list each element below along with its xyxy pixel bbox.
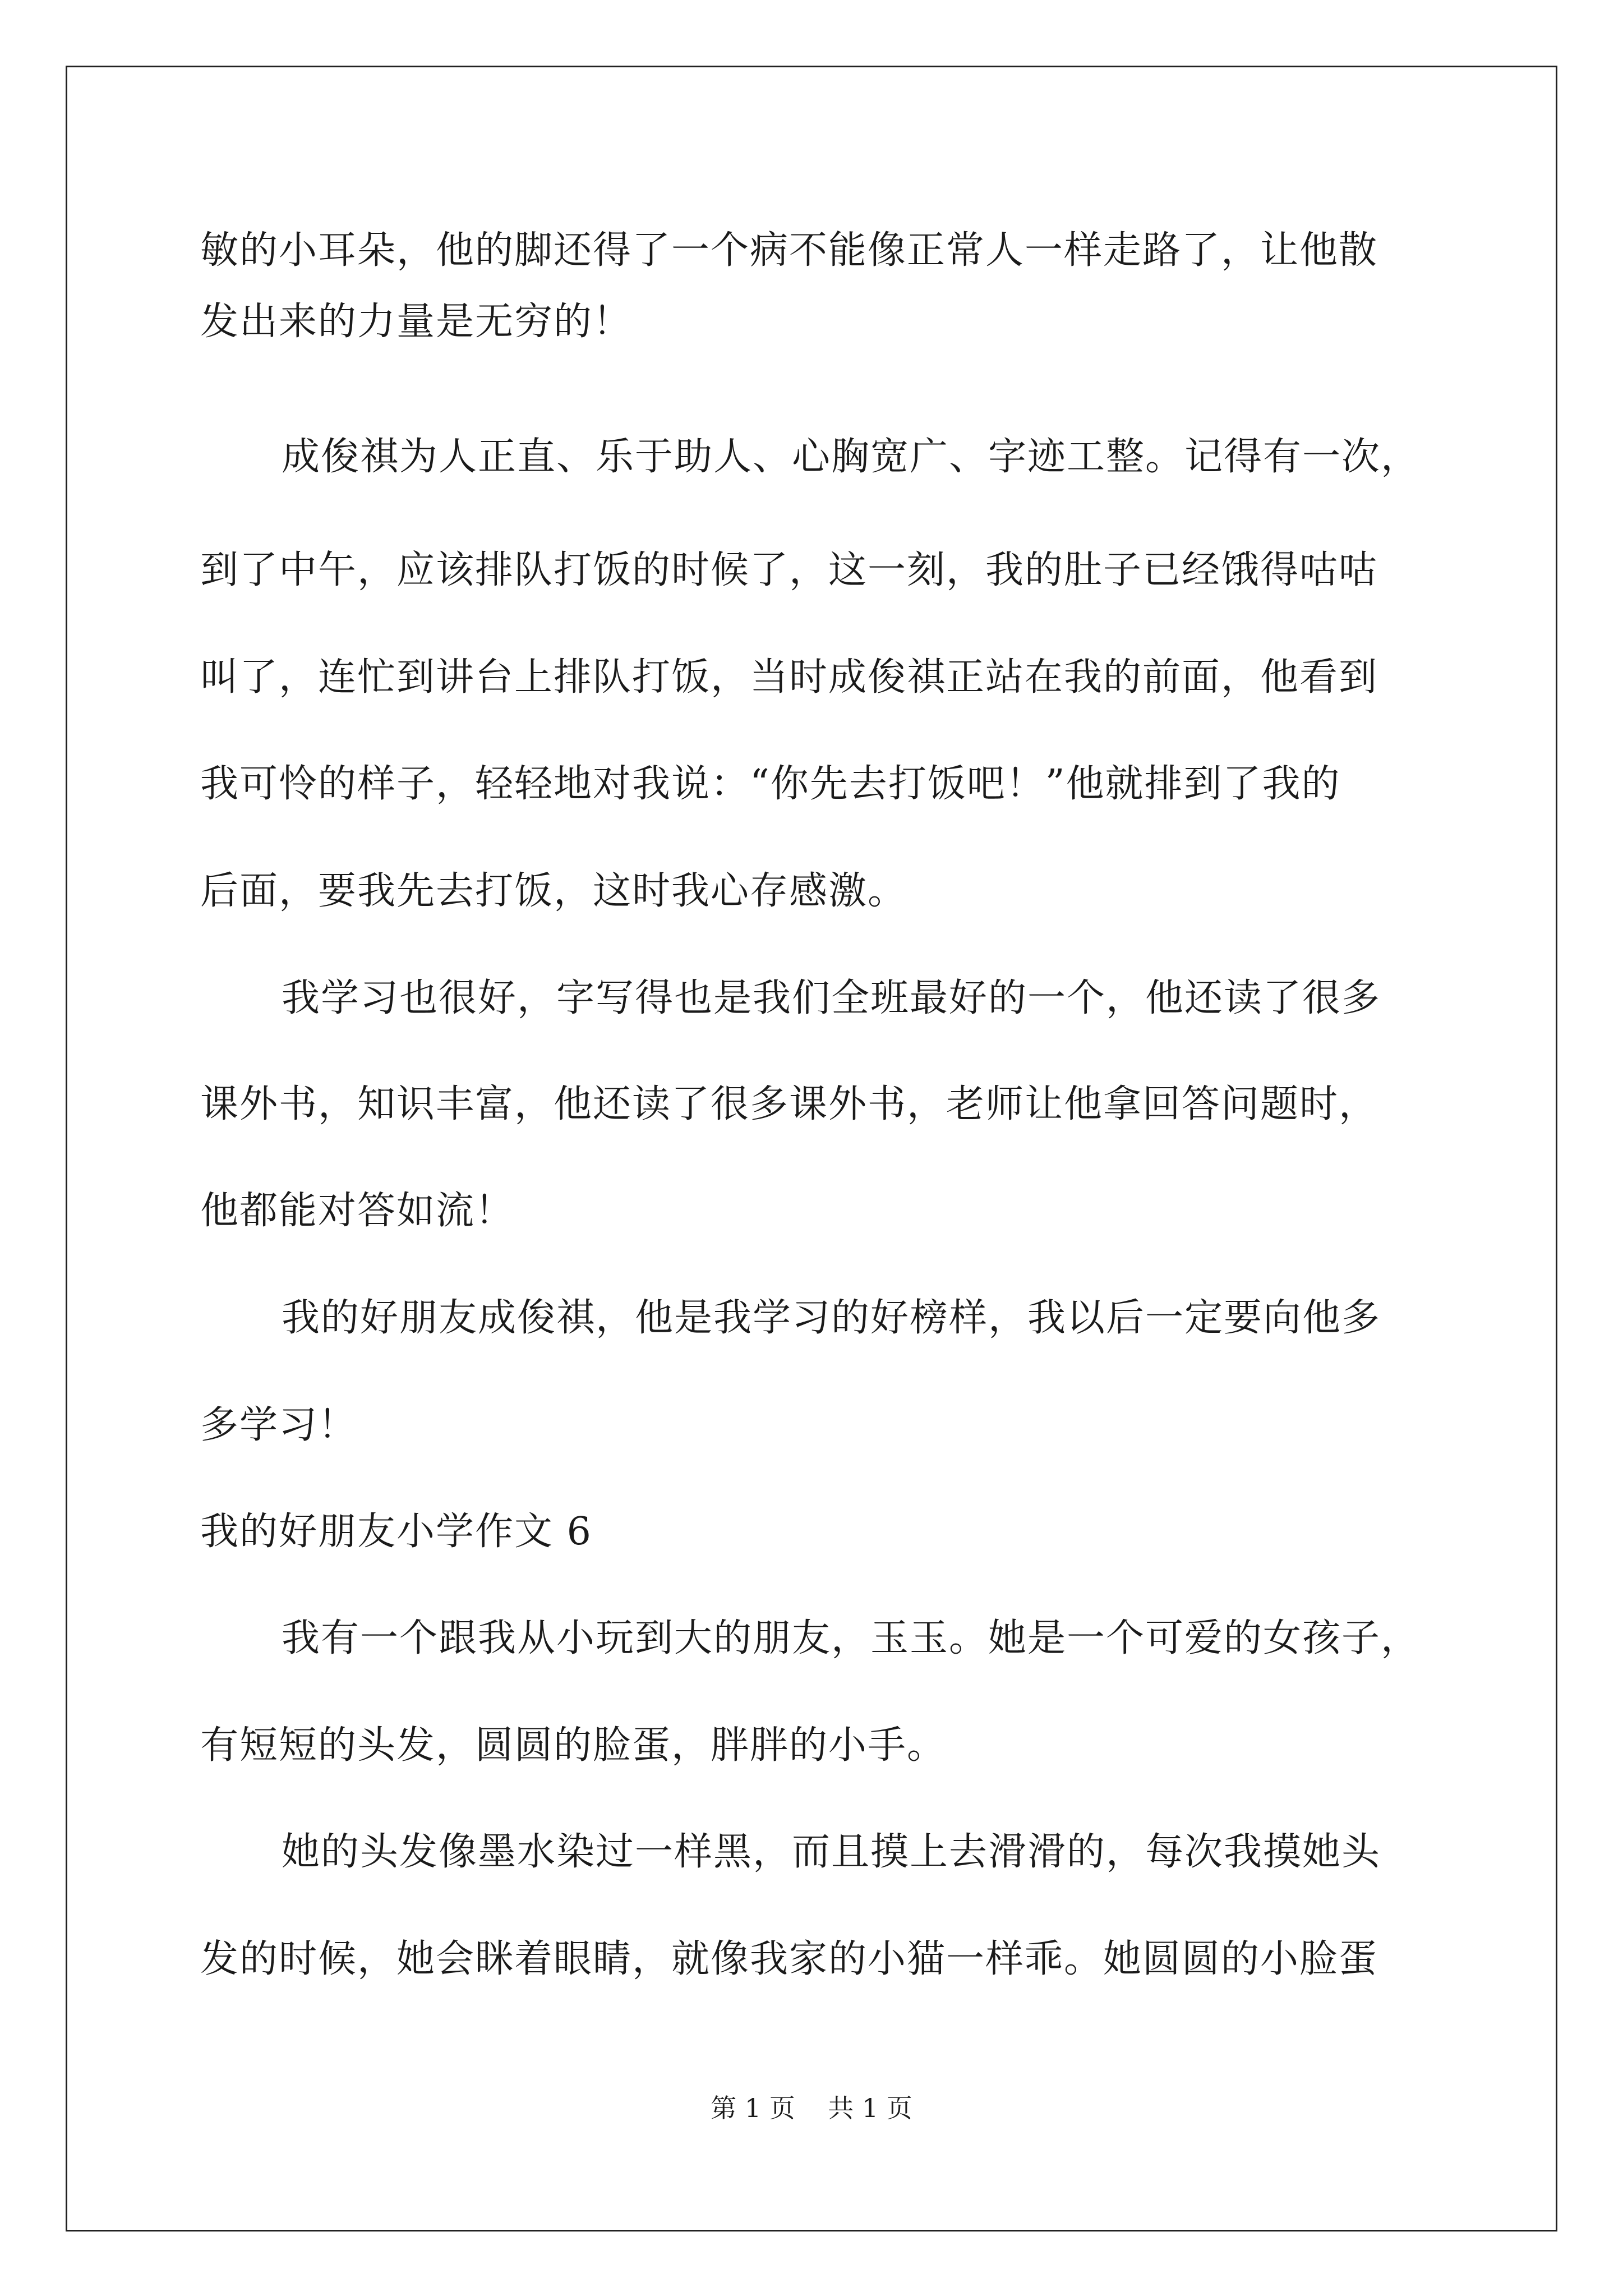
text-line: 多学习！ <box>200 1403 358 1447</box>
text-line: 发出来的力量是无穷的！ <box>200 300 633 344</box>
text-line: 有短短的头发，圆圆的脸蛋，胖胖的小手。 <box>200 1723 947 1768</box>
text-line: 敏的小耳朵，他的脚还得了一个病不能像正常人一样走路了，让他散 <box>200 228 1378 273</box>
text-line: 课外书，知识丰富，他还读了很多课外书，老师让他拿回答问题时， <box>200 1082 1378 1126</box>
paragraph-start-line: 成俊祺为人正直、乐于助人、心胸宽广、字迹工整。记得有一次， <box>282 435 1421 479</box>
text-line: 后面，要我先去打饭，这时我心存感激。 <box>200 869 907 913</box>
paragraph-start-line: 我的好朋友成俊祺，他是我学习的好榜样，我以后一定要向他多 <box>282 1296 1381 1340</box>
paragraph-start-line: 她的头发像墨水染过一样黑，而且摸上去滑滑的，每次我摸她头 <box>282 1830 1381 1874</box>
paragraph-start-line: 我有一个跟我从小玩到大的朋友，玉玉。她是一个可爱的女孩子， <box>282 1616 1421 1660</box>
text-line: 到了中午，应该排队打饭的时候了，这一刻，我的肚子已经饿得咕咕 <box>200 548 1378 592</box>
text-line: 他都能对答如流！ <box>200 1189 515 1233</box>
text-line: 我可怜的样子，轻轻地对我说：“你先去打饭吧！”他就排到了我的 <box>200 762 1341 806</box>
section-heading: 我的好朋友小学作文 6 <box>200 1510 592 1554</box>
page-number-footer: 第 1 页 共 1 页 <box>711 2093 912 2123</box>
text-line: 发的时候，她会眯着眼睛，就像我家的小猫一样乖。她圆圆的小脸蛋 <box>200 1937 1378 1981</box>
paragraph-start-line: 我学习也很好，字写得也是我们全班最好的一个，他还读了很多 <box>282 976 1381 1020</box>
page-border <box>66 66 1557 2231</box>
text-line: 叫了，连忙到讲台上排队打饭，当时成俊祺正站在我的前面，他看到 <box>200 655 1378 700</box>
